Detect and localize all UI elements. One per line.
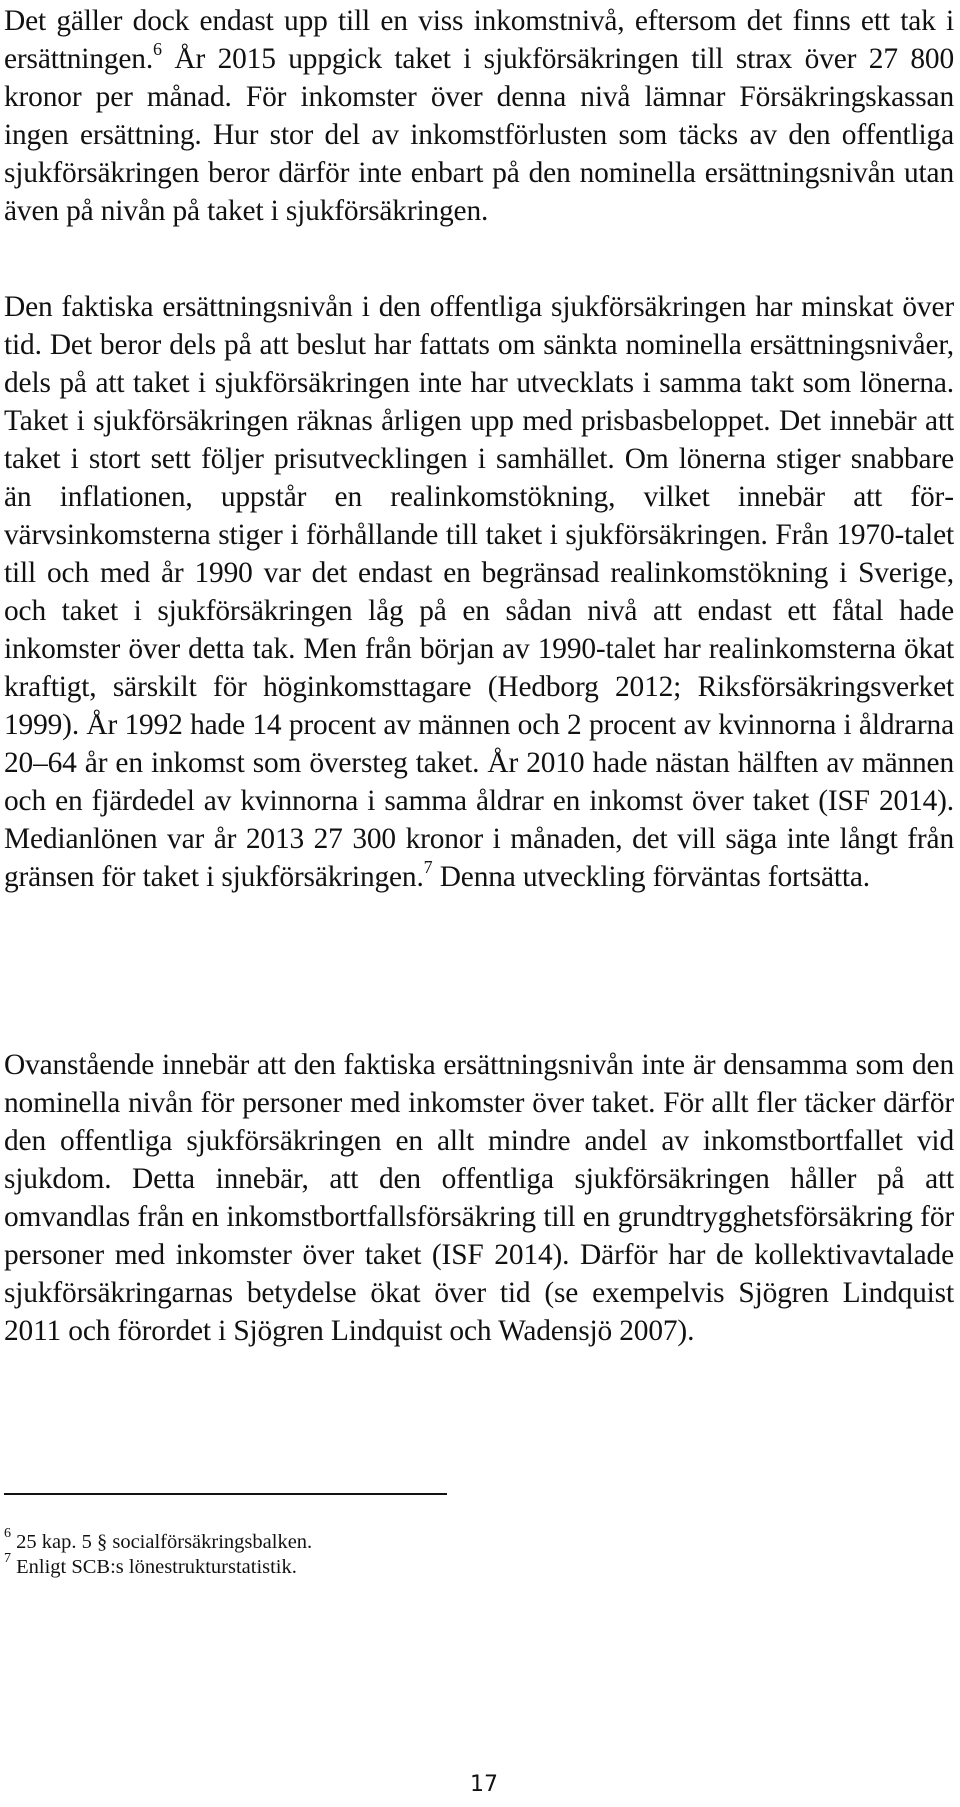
footnote-ref-7: 7 xyxy=(423,857,433,878)
footnote-separator xyxy=(4,1493,447,1495)
footnote-6-text: 25 kap. 5 § socialförsäkringsbalken. xyxy=(11,1531,313,1553)
footnote-ref-6: 6 xyxy=(153,39,162,60)
paragraph-3-text: Ovanstående innebär att den faktiska ersättningsnivån inte är densamma som den nominella nivån för personer med inkomster över taket. För allt fler täcker därför den offentliga sjukförsäkringen en allt mindre andel av inkomstbortfallet vid sjukdom. Detta innebär, att den offentliga sjukförsäkringen håller på att omvandlas från en inkomstbortfallsförsäkring till en grundtrygghetsförsäkring för personer med inkomster över taket (ISF 2014). Därför har de kollektivavtalade sjukförsäkringarnas betydelse ökat över tid (se exempelvis Sjögren Lindquist 2011 och förordet i Sjögren Lindquist och Wadensjö 2007). xyxy=(4,1049,954,1347)
footnote-6 xyxy=(4,1526,904,1555)
page-number: 17 xyxy=(470,1772,498,1797)
paragraph-3 xyxy=(4,1046,954,1350)
footnote-7 xyxy=(4,1551,904,1580)
paragraph-2-text-b: Denna utveckling förväntas fortsätta. xyxy=(432,861,870,893)
paragraph-1 xyxy=(4,2,954,230)
paragraph-1-text-a: Det gäller dock endast upp till en viss inkomstnivå, eftersom det finns ett tak i ersättningen. xyxy=(4,5,954,75)
footnotes xyxy=(4,1526,904,1580)
footnote-7-number: 7 xyxy=(4,1551,11,1567)
paragraph-2 xyxy=(4,288,954,896)
footnote-7-text: Enligt SCB:s lönestrukturstatistik. xyxy=(11,1556,297,1578)
footnote-6-number: 6 xyxy=(4,1526,11,1542)
paragraph-2-text-a: Den faktiska ersättningsnivån i den offentliga sjukförsäkringen har minskat över tid. Det beror dels på att beslut har fattats om sänkta nominella ersättningsnivåer, dels på att taket i sjukförsäkringen inte har utvecklats i samma takt som lönerna. Taket i sjukförsäkringen räknas årligen upp med prisbasbeloppet. Det innebär att taket i stort sett följer prisutvecklingen i samhället. Om lönerna stiger snabbare än inflationen, uppstår en realinkomstökning, vilket innebär att förvärvsinkomsterna stiger i förhållande till taket i sjukförsäkringen. Från 1970-talet till och med år 1990 var det endast en begränsad realinkomstökning i Sverige, och taket i sjukförsäkringen låg på en sådan nivå att endast ett fåtal hade inkomster över detta tak. Men från början av 1990-talet har realinkomsterna ökat kraftigt, särskilt för höginkomsttagare (Hedborg 2012; Riksförsäkringsverket 1999). År 1992 hade 14 procent av männen och 2 procent av kvinnorna i åldrarna 20–64 år en inkomst som översteg taket. År 2010 hade nästan hälften av männen och en fjärdedel av kvinnorna i samma åldrar en inkomst över taket (ISF 2014). Medianlönen var år 2013 27 300 kronor i månaden, det vill säga inte långt från gränsen för taket i sjukförsäkringen. xyxy=(4,291,954,893)
paragraph-1-text-b: År 2015 uppgick taket i sjukförsäkringen till strax över 27 800 kronor per månad. För inkomster över denna nivå lämnar Försäkringskassan ingen ersättning. Hur stor del av inkomstförlusten som täcks av den offentliga sjukförsäkringen beror därför inte enbart på den nominella ersättningsnivån utan även på nivån på taket i sjukförsäkringen. xyxy=(4,43,954,227)
